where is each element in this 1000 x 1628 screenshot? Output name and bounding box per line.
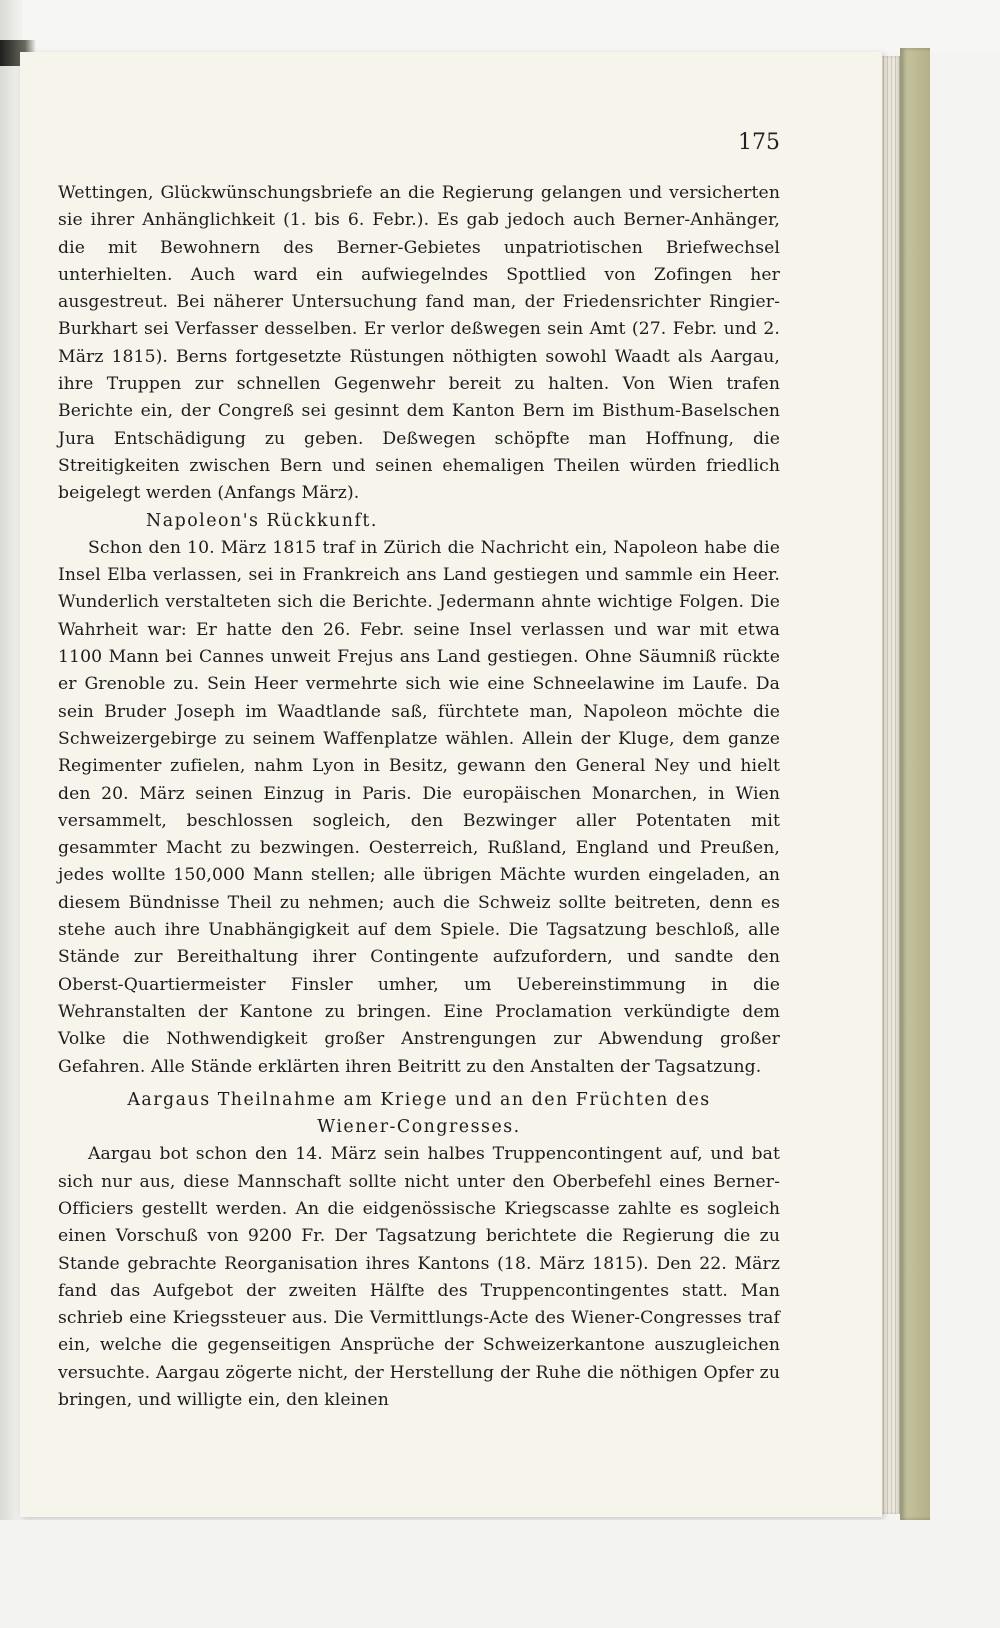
paragraph-napoleon: Schon den 10. März 1815 traf in Zürich die Nachricht ein, Napoleon habe die Insel Elba verlassen, sei in Frankreich ans Land gestiegen und sammle ein Heer. Wunderlich verstalteten sich die Berichte. Jedermann ahnte wichtige Folgen. Die Wahrheit war: Er hatte den 26. Febr. seine Insel verlassen und war mit etwa 1100 Mann bei Cannes unweit Frejus ans Land gestiegen. Ohne Säumniß rückte er Grenoble zu. Sein Heer vermehrte sich wie eine Schneelawine im Laufe. Da sein Bruder Joseph im Waadtlande saß, fürchtete man, Napoleon möchte die Schweizergebirge zu seinem Waffenplatze wählen. Allein der Kluge, dem ganze Regimenter zufielen, nahm Lyon in Besitz, gewann den General Ney und hielt den 20. März seinen Einzug in Paris. Die europäischen Monarchen, in Wien versammelt, beschlossen sogleich, den Bezwinger aller Potentaten mit gesammter Macht zu bezwingen. Oesterreich, Rußland, England und Preußen, jedes wollte 150,000 Mann stellen; alle übrigen Mächte wurden eingeladen, an diesem Bündnisse Theil zu nehmen; auch die Schweiz sollte beitreten, denn es stehe auch ihre Unabhängigkeit auf dem Spiele. Die Tagsatzung beschloß, alle Stände zur Bereithaltung ihrer Contingente aufzufordern, und sandte den Oberst-Quartiermeister Finsler umher, um Uebereinstimmung in die Wehranstalten der Kantone zu bringen. Eine Proclamation verkündigte dem Volke die Nothwendigkeit großer Anstrengungen zur Abwendung großer Gefahren. Alle Stände erklärten ihren Beitritt zu den Anstalten der Tagsatzung. <box>58 537 780 1077</box>
paragraph-aargau: Aargau bot schon den 14. März sein halbes Truppencontingent auf, und bat sich nur aus, diese Mannschaft sollte nicht unter den Oberbefehl eines Berner-Officiers gestellt werden. An die eidgenössische Kriegscasse zahlte es sogleich einen Vorschuß von 9200 Fr. Der Tagsatzung berichtete die Regierung die zu Stande gebrachte Reorganisation ihres Kantons (18. März 1815). Den 22. März fand das Aufgebot der zweiten Hälfte des Truppencontingentes statt. Man schrieb eine Kriegssteuer aus. Die Vermittlungs-Acte des Wiener-Congresses traf ein, welche die gegenseitigen Ansprüche der Schweizerkantone auszugleichen versuchte. Aargau zögerte nicht, der Herstellung der Ruhe die nöthigen Opfer zu bringen, und willigte ein, den kleinen <box>58 1144 780 1411</box>
book-gutter <box>0 0 22 1628</box>
scan-bottom-margin <box>0 1520 1000 1628</box>
heading-napoleon-return: Napoleon's Rückkunft. <box>146 510 378 531</box>
heading-aargau-line1: Aargaus Theilnahme am Kriege und an den Früchten des <box>127 1089 711 1110</box>
paragraph-wettingen: Wettingen, Glückwünschungsbriefe an die Regierung gelangen und versicherten sie ihrer Anhänglichkeit (1. bis 6. Febr.). Es gab jedoch auch Berner-Anhänger, die mit Bewohnern des Berner-Gebietes unpatriotischen Briefwechsel unterhielten. Auch ward ein aufwiegelndes Spottlied von Zofingen her ausgestreut. Bei näherer Untersuchung fand man, der Friedensrichter Ringier-Burkhart sei Verfasser desselben. Er verlor deßwegen sein Amt (27. Febr. und 2. März 1815). Berns fortgesetzte Rüstungen nöthigten sowohl Waadt als Aargau, ihre Truppen zur schnellen Gegenwehr bereit zu halten. Von Wien trafen Berichte ein, der Congreß sei gesinnt dem Kanton Bern im Bisthum-Baselschen Jura Entschädigung zu geben. Deßwegen schöpfte man Hoffnung, die Streitigkeiten zwischen Bern und seinen ehemaligen Theilen würden friedlich beigelegt werden (Anfangs März). <box>58 183 780 504</box>
page-number: 175 <box>738 130 780 155</box>
book-cover-edge <box>900 48 930 1520</box>
body-text <box>58 180 780 1414</box>
scan-top-margin <box>0 0 1000 52</box>
heading-aargau-line2: Wiener-Congresses. <box>317 1117 521 1138</box>
